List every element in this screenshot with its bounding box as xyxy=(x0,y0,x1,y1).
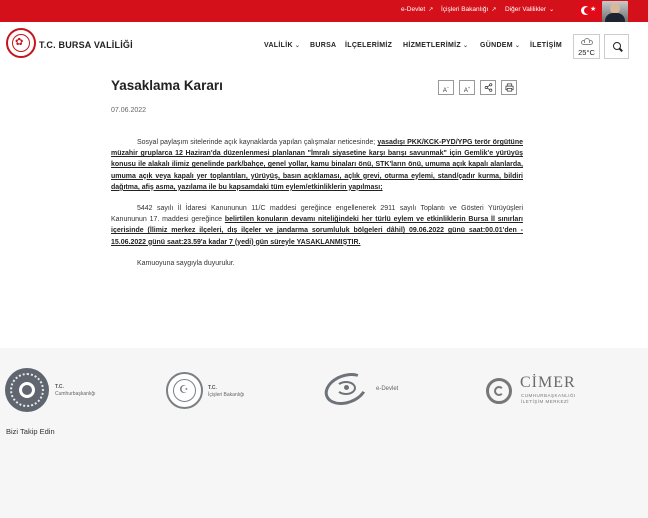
turkish-flag-icon: ★ xyxy=(578,3,600,18)
ib-line2: İçişleri Bakanlığı xyxy=(208,391,245,398)
page-title: Yasaklama Kararı xyxy=(111,78,223,93)
site-brand[interactable]: T.C. BURSA VALİLİĞİ xyxy=(39,40,133,50)
external-arrow-icon: ↗ xyxy=(491,7,497,13)
share-icon xyxy=(484,83,493,92)
print-icon xyxy=(505,83,514,92)
article-closing: Kamuoyuna saygıyla duyurulur. xyxy=(137,259,235,267)
edevlet-label[interactable]: e-Devlet xyxy=(376,386,399,392)
edevlet-link-label: e-Devlet xyxy=(401,6,426,13)
icisleri-link[interactable] xyxy=(441,6,496,13)
nav-gundem[interactable] xyxy=(480,42,520,49)
cb-line2: Cumhurbaşkanlığı xyxy=(55,390,96,397)
cimer-sub2: İLETİŞİM MERKEZİ xyxy=(521,398,570,404)
article-paragraph-2 xyxy=(111,203,523,248)
article-body xyxy=(111,137,523,279)
cb-line1: T.C. xyxy=(55,384,64,390)
nav-ilcelerimiz-label: İLÇELERİMİZ xyxy=(345,42,393,49)
main-header xyxy=(0,22,648,70)
p1-text: Sosyal paylaşım sitelerinde açık kaynaklarda yapılan çalışmalar neticesinde; xyxy=(137,139,378,146)
p1-emphasis: yasadışı PKK/KCK-PYD/YPG terör örgütüne müzahir gruplarca 12 Haziran'da düzenlenmesi planlanan "İmralı siyasetine karşı barışı savunmak" için Gemlik'e yürüyüş konusu ile alakalı ilimiz genelinde park/bahçe, genel yollar, kamu binaları önü, STK'ların önü, umuma açık kapalı alanlarda, umuma açık veya kapalı yer toplantıları, yürüyüş, basın açıklaması, açlık grevi, oturma eylemi, stand/çadır kurma, bildiri dağıtma, afiş asma, yazılama ile bu kapsamdaki tüm eylem/etkinliklerin yapılması; xyxy=(111,139,523,191)
ib-line1: T.C. xyxy=(208,385,217,391)
cimer-sub1: CUMHURBAŞKANLIĞI xyxy=(521,393,576,398)
nav-gundem-label: GÜNDEM xyxy=(480,42,513,49)
print-button[interactable] xyxy=(501,80,517,95)
weather-temp: 25°C xyxy=(578,48,595,57)
chevron-down-icon: ⌄ xyxy=(549,7,555,13)
edevlet-logo-icon[interactable] xyxy=(324,372,372,406)
edevlet-link[interactable] xyxy=(401,6,433,13)
article-paragraph-1 xyxy=(111,137,523,193)
p2-text: 5442 sayılı İl İdaresi Kanununun 11/C maddesi gereğince engellenerek 2911 sayılı Toplantı ve Gösteri Yürüyüşleri Kanununun 17. maddesi gereğince xyxy=(111,205,523,224)
cimer-subtitle xyxy=(521,393,576,404)
chevron-down-icon: ⌄ xyxy=(514,43,521,49)
chevron-down-icon: ⌄ xyxy=(294,43,301,49)
font-decrease-button[interactable]: A− xyxy=(438,80,454,95)
external-arrow-icon: ↗ xyxy=(428,7,434,13)
follow-us-label: Bizi Takip Edin xyxy=(6,427,55,436)
weather-widget[interactable] xyxy=(573,34,600,59)
cimer-title[interactable]: CİMER xyxy=(520,374,576,391)
nav-bursa[interactable] xyxy=(310,42,336,49)
president-portrait xyxy=(602,1,628,22)
nav-iletisim[interactable] xyxy=(530,42,562,49)
font-increase-button[interactable]: A+ xyxy=(459,80,475,95)
diger-valilikler-label: Diğer Valilikler xyxy=(505,6,547,13)
nav-bursa-label: BURSA xyxy=(310,42,337,49)
footer xyxy=(0,348,648,518)
search-button[interactable] xyxy=(604,34,629,59)
nav-hizmetlerimiz-label: HİZMETLERİMİZ xyxy=(403,42,461,49)
cumhurbaskanligi-label[interactable] xyxy=(55,384,96,397)
icisleri-label[interactable] xyxy=(208,385,244,398)
nav-hizmetlerimiz[interactable] xyxy=(403,42,468,49)
icisleri-link-label: İçişleri Bakanlığı xyxy=(441,6,489,13)
nav-ilcelerimiz[interactable] xyxy=(345,42,392,49)
chevron-down-icon: ⌄ xyxy=(462,43,469,49)
cloud-icon xyxy=(581,38,593,45)
share-button[interactable] xyxy=(480,80,496,95)
icisleri-emblem-icon[interactable]: ☪ xyxy=(166,372,203,409)
nav-iletisim-label: İLETİŞİM xyxy=(530,42,562,49)
valilik-logo-icon[interactable]: ✿ xyxy=(6,28,36,58)
p2-emphasis: belirtilen konuların devamı niteliğindeki her türlü eylem ve etkinliklerin Bursa İl sınırları içerisinde (İlimiz merkez ilçeleri, dış ilçeler ve jandarma sorumluluk bölgeleri dâhil) 09.06.2022 günü saat:00.01'den - 15.06.2022 günü saat:23.59'a kadar 7 (yedi) gün süreyle YASAKLANMIŞTIR. xyxy=(111,216,523,246)
cimer-logo-icon[interactable] xyxy=(486,378,512,404)
cumhurbaskanligi-emblem-icon[interactable] xyxy=(5,368,49,412)
nav-valilik-label: VALİLİK xyxy=(264,42,293,49)
nav-valilik[interactable] xyxy=(264,42,300,49)
top-bar xyxy=(0,0,648,22)
article-date: 07.06.2022 xyxy=(111,107,147,114)
diger-valilikler-dropdown[interactable] xyxy=(505,6,554,13)
